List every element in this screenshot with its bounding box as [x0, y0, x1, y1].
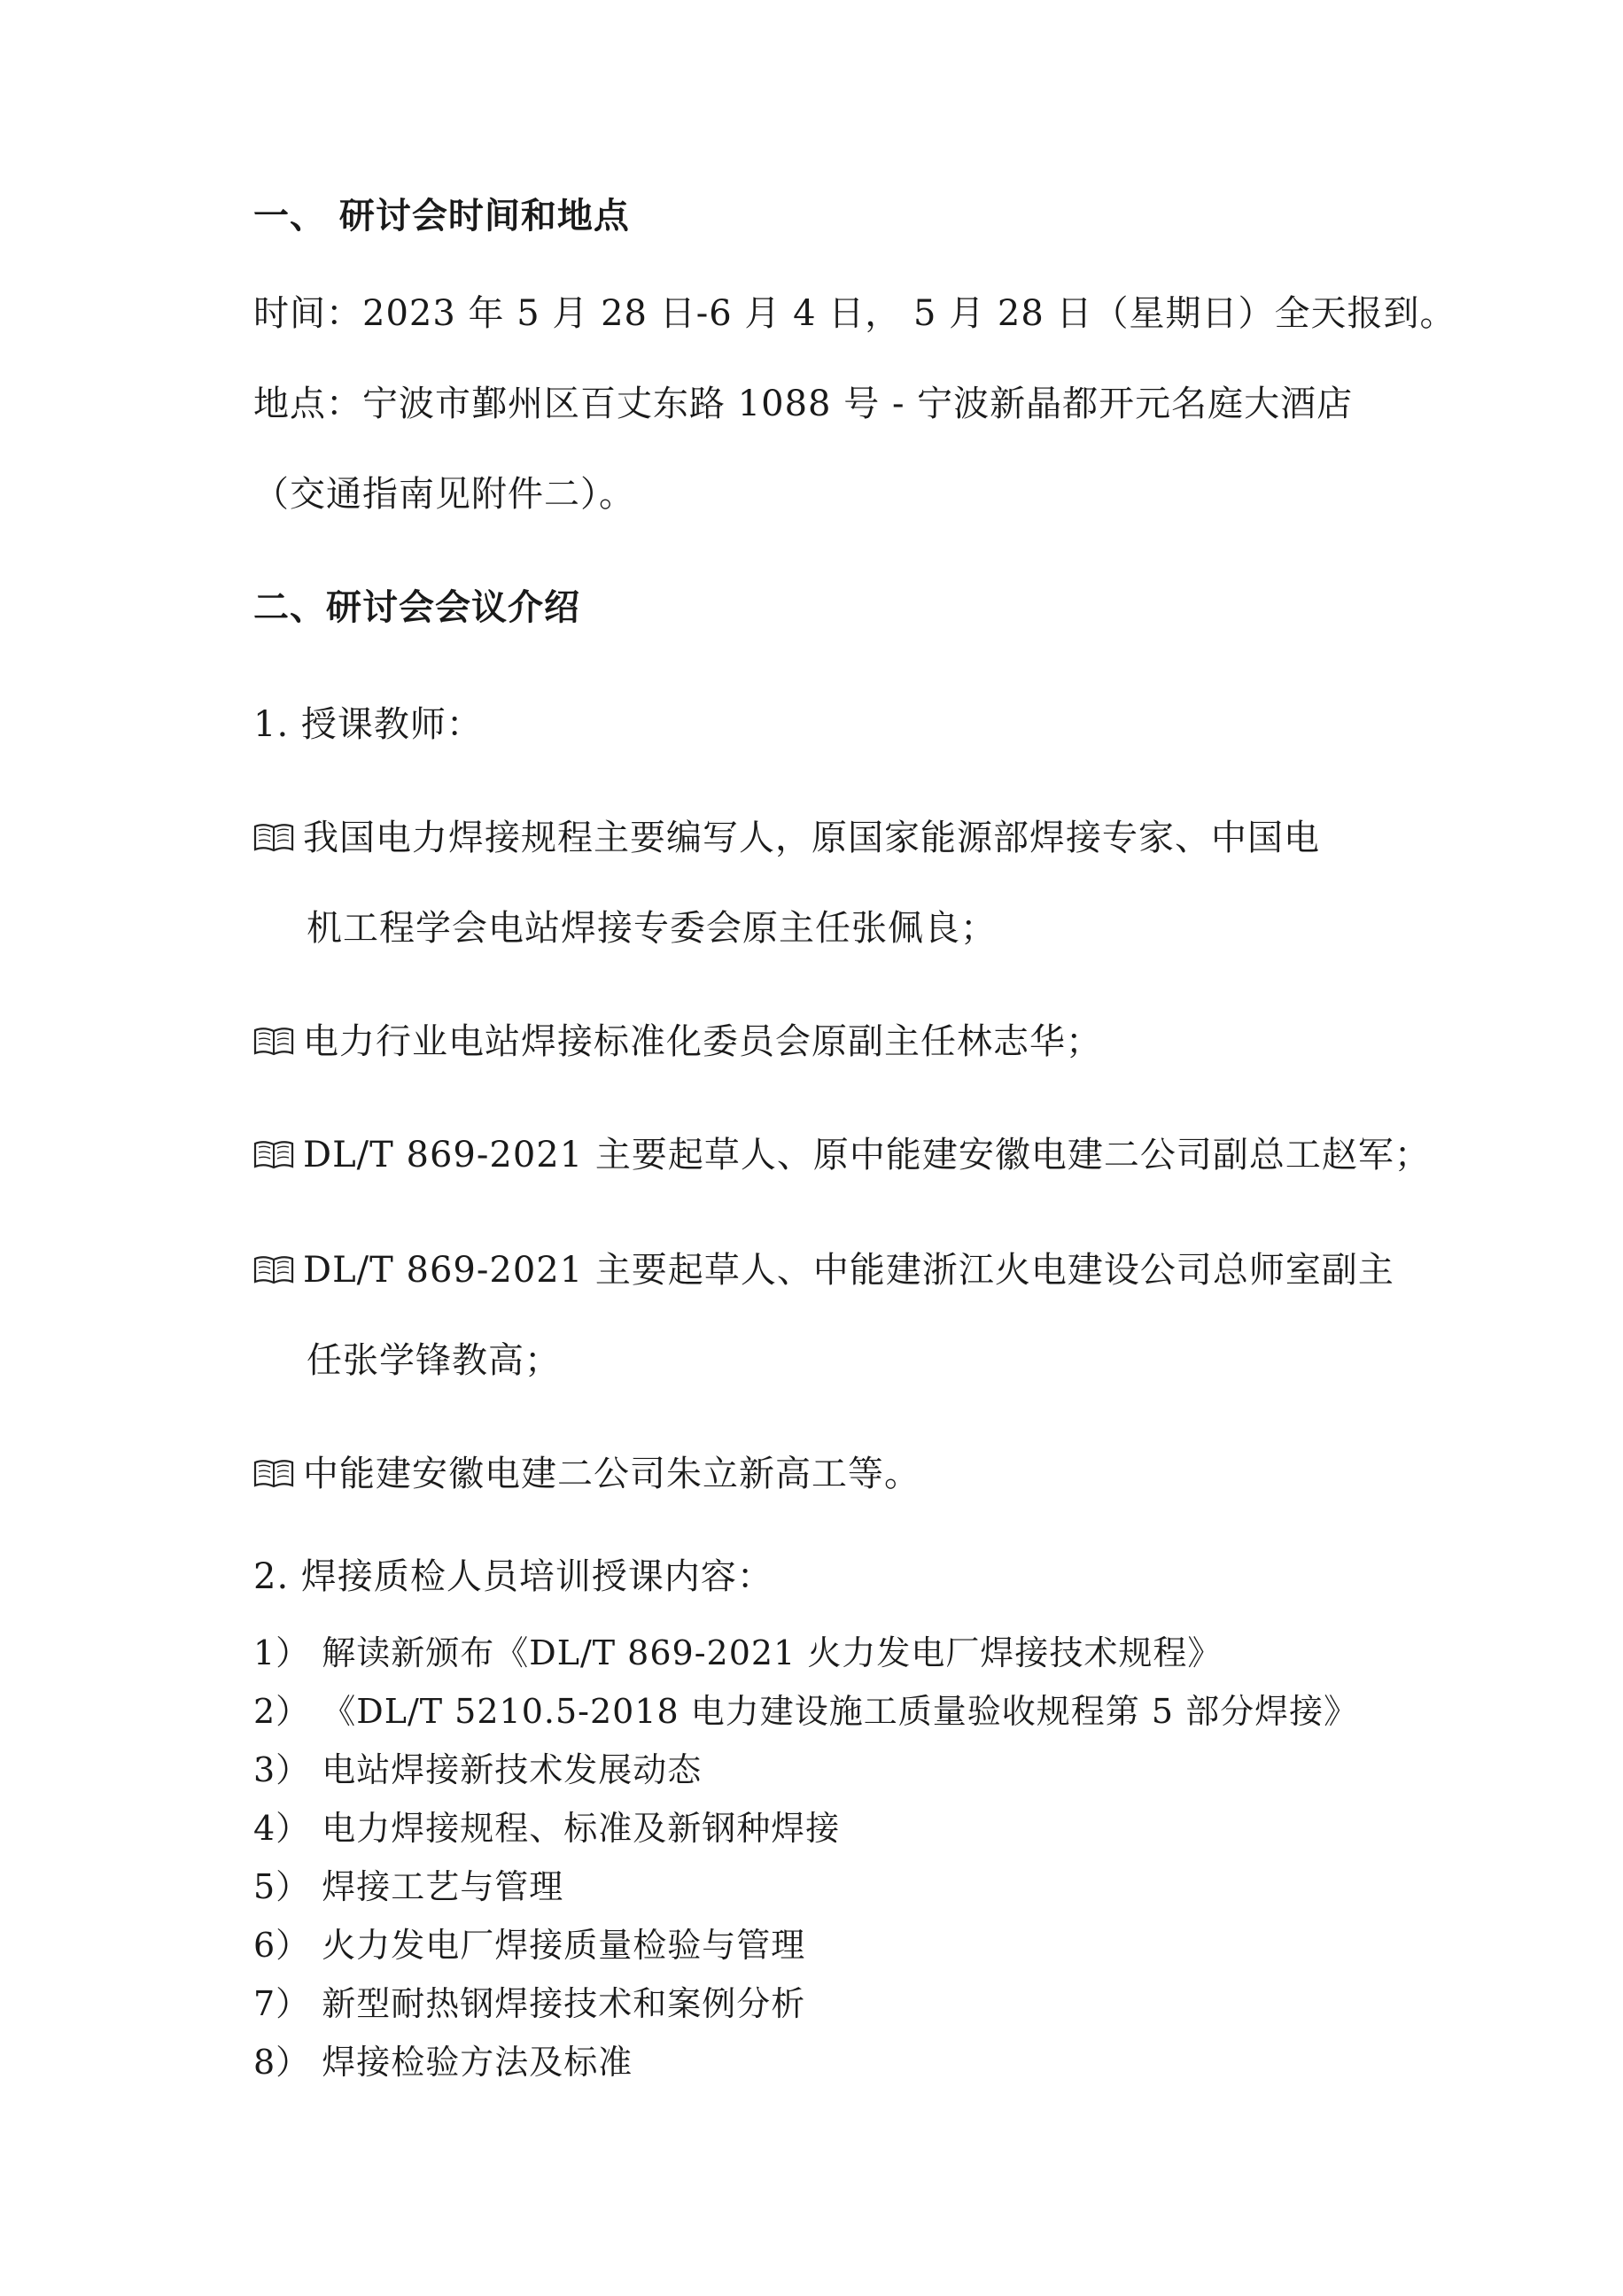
course-item: 2） 《DL/T 5210.5-2018 电力建设施工质量验收规程第 5 部分焊接》 — [253, 1692, 1359, 1731]
location-line-2: （交通指南见附件二）。 — [253, 474, 635, 515]
course-item: 7） 新型耐热钢焊接技术和案例分析 — [253, 1984, 806, 2023]
time-line: 时间：2023 年 5 月 28 日-6 月 4 日， 5 月 28 日（星期日）全天报到。 — [253, 293, 1456, 334]
course-item: 3） 电站焊接新技术发展动态 — [253, 1750, 703, 1789]
teacher-4-line-1: DL/T 869-2021 主要起草人、中能建浙江火电建设公司总师室副主 — [303, 1250, 1394, 1291]
location-line-1: 地点：宁波市鄞州区百丈东路 1088 号 - 宁波新晶都开元名庭大酒店 — [253, 384, 1354, 424]
teacher-3-line-1: DL/T 869-2021 主要起草人、原中能建安徽电建二公司副总工赵军； — [303, 1135, 1431, 1175]
teacher-item — [253, 813, 1320, 863]
teacher-item — [253, 1130, 1431, 1180]
teacher-5-line-1: 中能建安徽电建二公司朱立新高工等。 — [303, 1454, 920, 1494]
course-item: 6） 火力发电厂焊接质量检验与管理 — [253, 1926, 806, 1965]
course-item: 8） 焊接检验方法及标准 — [253, 2043, 633, 2082]
teacher-1-line-1: 我国电力焊接规程主要编写人，原国家能源部焊接专家、中国电 — [303, 818, 1320, 858]
teacher-item — [253, 1245, 1394, 1295]
book-icon — [253, 1253, 294, 1285]
section2-heading: 二、研讨会会议介绍 — [253, 587, 580, 628]
section1-heading: 一、 研讨会时间和地点 — [253, 196, 630, 237]
teacher-1-line-2: 机工程学会电站焊接专委会原主任张佩良； — [307, 908, 997, 949]
teacher-2-line-1: 电力行业电站焊接标准化委员会原副主任林志华； — [303, 1021, 1102, 1062]
teacher-item — [253, 1449, 920, 1499]
course-item: 4） 电力焊接规程、标准及新钢种焊接 — [253, 1809, 841, 1848]
course-title: 2. 焊接质检人员培训授课内容： — [253, 1556, 773, 1597]
book-icon — [253, 1025, 294, 1057]
teachers-title: 1. 授课教师： — [253, 704, 483, 745]
book-icon — [253, 1138, 294, 1170]
course-item: 1） 解读新颁布《DL/T 869-2021 火力发电厂焊接技术规程》 — [253, 1633, 1223, 1672]
book-icon — [253, 1457, 294, 1489]
teacher-4-line-2: 任张学锋教高； — [307, 1340, 561, 1381]
course-item: 5） 焊接工艺与管理 — [253, 1867, 564, 1906]
teacher-item — [253, 1017, 1102, 1067]
book-icon — [253, 821, 294, 853]
